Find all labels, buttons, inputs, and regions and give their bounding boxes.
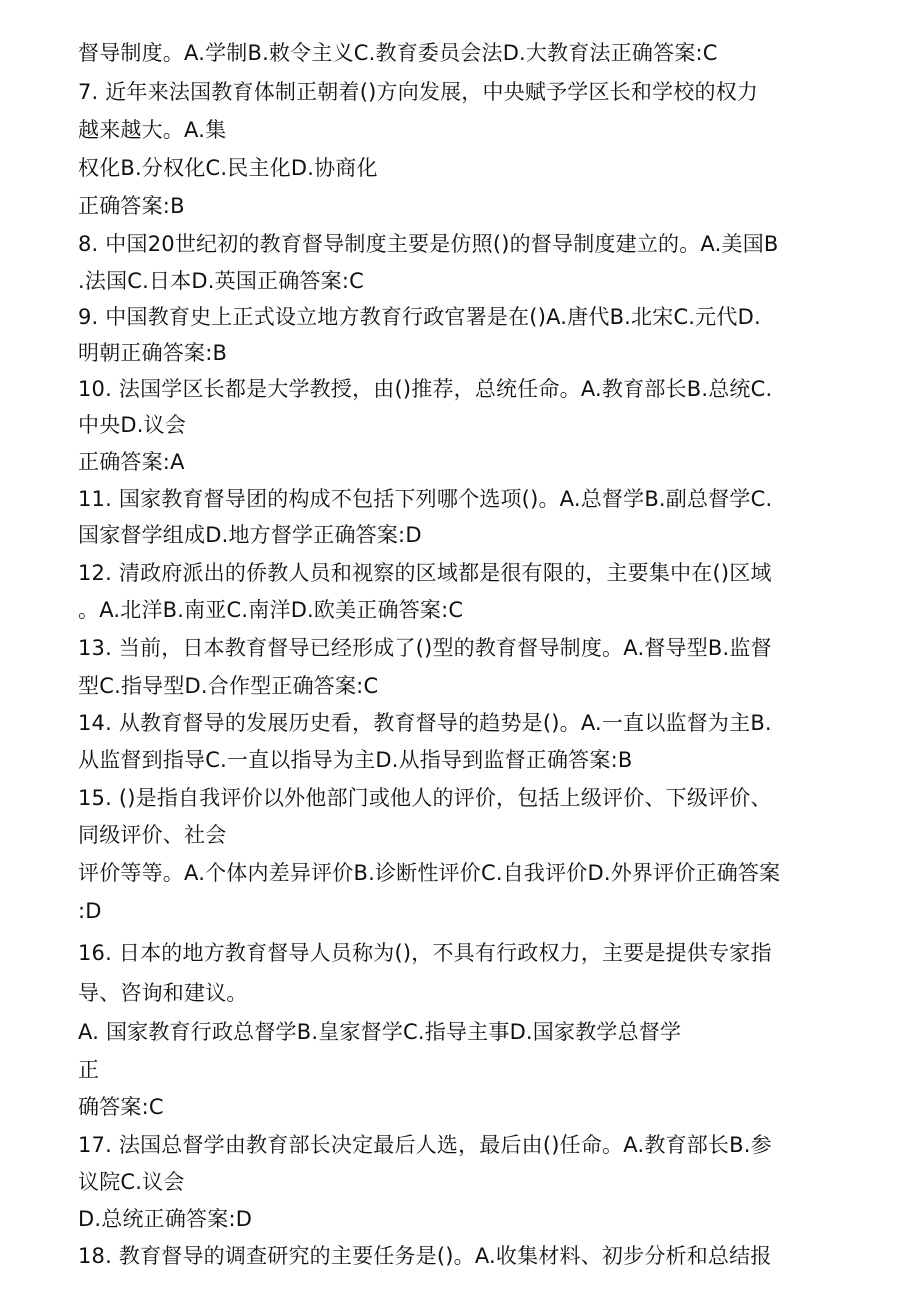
text-line: 。A.北洋B.南亚C.南洋D.欧美正确答案:C [78,598,464,622]
question-12: 12. 清政府派出的侨教人员和视察的区域都是很有限的，主要集中在()区域 [78,561,772,585]
answer-line: :D [78,899,102,923]
question-16: 16. 日本的地方教育督导人员称为()，不具有行政权力，主要是提供专家指 [78,941,772,965]
text-line: 从监督到指导C.一直以指导为主D.从指导到监督正确答案:B [78,748,633,772]
text-line: 国家督学组成D.地方督学正确答案:D [78,523,422,547]
text-line: 明朝正确答案:B [78,341,228,365]
text-line: 评价等等。A.个体内差异评价B.诊断性评价C.自我评价D.外界评价正确答案 [78,861,781,885]
text-line: 督导制度。A.学制B.敕令主义C.教育委员会法D.大教育法正确答案:C [78,41,718,65]
question-14: 14. 从教育督导的发展历史看，教育督导的趋势是()。A.一直以监督为主B. [78,711,772,735]
text-line: 越来越大。A.集 [78,118,227,142]
question-15: 15. ()是指自我评价以外他部门或他人的评价，包括上级评价、下级评价、 [78,786,772,810]
question-18: 18. 教育督导的调查研究的主要任务是()。A.收集材料、初步分析和总结报 [78,1244,772,1268]
text-line: 导、咨询和建议。 [78,981,248,1005]
text-line: 正 [78,1058,100,1082]
question-17: 17. 法国总督学由教育部长决定最后人选，最后由()任命。A.教育部长B.参 [78,1133,772,1157]
answer-line: 确答案:C [78,1095,164,1119]
text-line: 型C.指导型D.合作型正确答案:C [78,674,379,698]
answer-line: 正确答案:B [78,194,185,218]
text-line: 议院C.议会 [78,1170,185,1194]
answer-line: 正确答案:A [78,450,185,474]
question-13: 13. 当前，日本教育督导已经形成了()型的教育督导制度。A.督导型B.监督 [78,636,772,660]
question-9: 9. 中国教育史上正式设立地方教育行政官署是在()A.唐代B.北宋C.元代D. [78,305,761,329]
text-line: 同级评价、社会 [78,823,227,847]
answer-line: D.总统正确答案:D [78,1207,253,1231]
text-line: 权化B.分权化C.民主化D.协商化 [78,156,378,180]
question-10: 10. 法国学区长都是大学教授，由()推荐，总统任命。A.教育部长B.总统C. [78,377,773,401]
text-line: .法国C.日本D.英国正确答案:C [78,269,364,293]
text-line: A. 国家教育行政总督学B.皇家督学C.指导主事D.国家教学总督学 [78,1020,682,1044]
question-11: 11. 国家教育督导团的构成不包括下列哪个选项()。A.总督学B.副总督学C. [78,487,773,511]
question-8: 8. 中国20世纪初的教育督导制度主要是仿照()的督导制度建立的。A.美国B [78,232,779,256]
question-7: 7. 近年来法国教育体制正朝着()方向发展，中央赋予学区长和学校的权力 [78,80,759,104]
text-line: 中央D.议会 [78,413,187,437]
